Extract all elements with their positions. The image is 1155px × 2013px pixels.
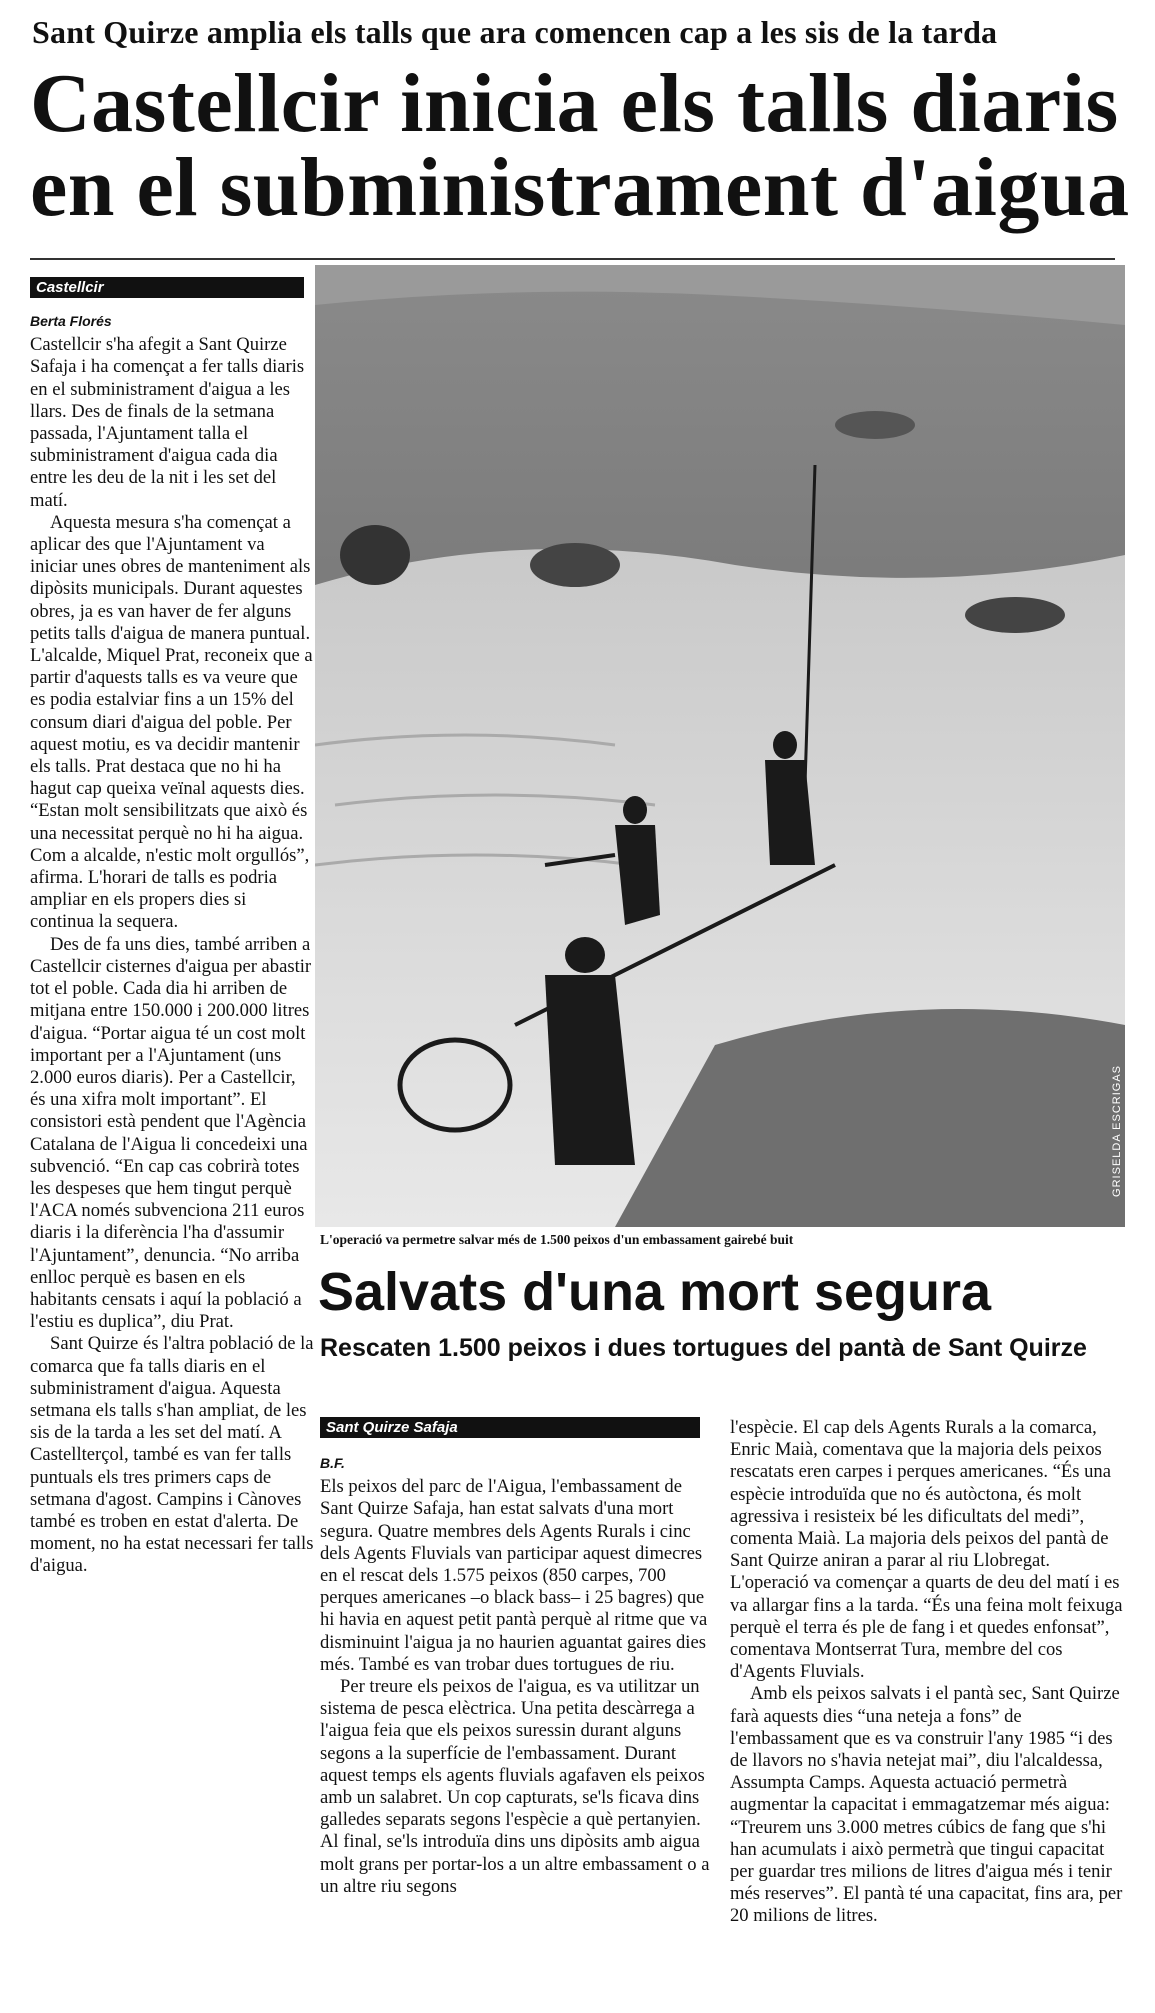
article1-body [30, 310, 314, 1578]
article1-kicker: Sant Quirze amplia els talls que ara comencen cap a les sis de la tarda [32, 14, 998, 50]
headline-rule [30, 258, 1115, 260]
article1-paragraph: Aquesta mesura s'ha començat a aplicar des que l'Ajuntament va iniciar unes obres de manteniment als dipòsits municipals. Durant aquestes obres, ja es van haver de fer alguns petits talls d'aigua de manera puntual. L'alcalde, Miquel Prat, reconeix que a partir d'aquests talls es va veure que es podia estalviar fins a un 15% del consum diari d'aigua del poble. Per aquest motiu, es va decidir mantenir els talls. Prat destaca que no hi ha hagut cap queixa veïnal aquests dies. “Estan molt sensibilitzats que això és una necessitat perquè no hi ha aigua. Com a alcalde, n'estic molt orgullós”, afirma. L'horari de talls es podria ampliar en els propers dies si continua la sequera. [30, 511, 313, 933]
article2-headline: Salvats d'una mort segura [318, 1262, 992, 1322]
article2-paragraph: Els peixos del parc de l'Aigua, l'embassament de Sant Quirze Safaja, han estat salvats d'una mort segura. Quatre membres dels Agents Rurals i cinc dels Agents Fluvials van participar aquest dimecres en el rescat dels 1.575 peixos (850 carpes, 700 perques americanes –o black bass– i 25 bagres) que hi havia en aquest petit pantà perquè al ritme que va disminuint l'aigua ja no haurien aguantat gaires dies més. També es van trobar dues tortugues de riu. [320, 1476, 708, 1675]
headline-line1: Castellcir inicia els talls diaris [30, 57, 1119, 150]
article2-byline: B.F. [320, 1455, 345, 1471]
article1-paragraph: Des de fa uns dies, també arriben a Castellcir cisternes d'aigua per abastir tot el poble. Cada dia hi arriben de mitjana entre 150.000 i 200.000 litres d'aigua. “Portar aigua té un cost molt important per a l'Ajuntament (uns 2.000 euros diaris). Per a Castellcir, és una xifra molt important”. El consistori està pendent que l'Agència Catalana de l'Aigua li concedeixi una subvenció. “En cap cas cobrirà totes les despeses que hem tingut perquè l'ACA només subvenciona 211 euros diaris i la diferència l'ha d'assumir l'Ajuntament”, denuncia. “No arriba enlloc perquè es basen en els habitants censats i aquí la població a l'estiu es duplica”, diu Prat. [30, 933, 312, 1333]
article2-paragraph: Per treure els peixos de l'aigua, es va utilitzar un sistema de pesca elèctrica. Una petita descàrrega a l'aigua feia que els peixos suressin durant alguns segons a la superfície de l'embassament. Durant aquest temps els agents fluvials agafaven els peixos amb un salabret. Un cop capturats, se'ls ficava dins galledes separats segons l'espècie a què pertanyien. Al final, se'ls introduïa dins uns dipòsits amb aigua molt grans per portar-los a un altre embassament o a un altre riu segons [320, 1676, 710, 1897]
article2-paragraph: l'espècie. El cap dels Agents Rurals a la comarca, Enric Maià, comentava que la majoria dels peixos rescatats eren carpes i perques americanes. “És una espècie introduïda que no és autòctona, és molt agressiva i resisteix bé les dificultats del medi”, comenta Maià. La majoria dels peixos del pantà de Sant Quirze aniran a parar al riu Llobregat. L'operació va començar a quarts de deu del matí i es va allargar fins a la tarda. “És una feina molt feixuga perquè el terra és ple de fang i et quedes enfonsat”, comentava Montserrat Tura, membre del cos d'Agents Fluvials. [730, 1417, 1123, 1683]
article1-section-tag [30, 277, 304, 298]
article1-headline [30, 57, 1130, 234]
article2-body-col2 [730, 1417, 1125, 1928]
section-label: Castellcir [30, 277, 304, 298]
article1-paragraph: Sant Quirze és l'altra població de la comarca que fa talls diaris en el subministrament d'aigua. Aquesta setmana els talls s'han ampliat, de les sis de la tarda a les set del matí. A Castellterçol, també es van fer talls puntuals els tres primers caps de setmana d'agost. Campins i Cànoves també es troben en estat d'alerta. De moment, no ha estat necessari fer talls d'aigua. [30, 1333, 314, 1577]
headline-line2: en el subministrament d'aigua [30, 141, 1130, 234]
news-photo [315, 265, 1125, 1227]
photo-credit: GRISELDA ESCRIGAS [1111, 1065, 1123, 1197]
article2-subhead: Rescaten 1.500 peixos i dues tortugues del pantà de Sant Quirze [320, 1334, 1087, 1362]
article2-body-col1 [320, 1452, 712, 1898]
article2-paragraph: Amb els peixos salvats i el pantà sec, Sant Quirze farà aquests dies “una neteja a fons” de l'embassament que es va construir l'any 1985 “i des de llavors no s'havia netejat mai”, diu l'alcaldessa, Assumpta Camps. Aquesta actuació permetrà augmentar la capacitat i emmagatzemar més aigua: “Treurem uns 3.000 metres cúbics de fang que s'hi han acumulats i això permetrà que tingui capacitat per guardar tres milions de litres d'aigua més i tenir més reserves”. El pantà té una capacitat, fins ara, per 20 milions de litres. [730, 1683, 1123, 1927]
section-label: Sant Quirze Safaja [320, 1417, 700, 1438]
article1-paragraph: Castellcir s'ha afegit a Sant Quirze Safaja i ha començat a fer talls diaris en el subministrament d'aigua a les llars. Des de finals de la setmana passada, l'Ajuntament talla el subministrament d'aigua cada dia entre les deu de la nit i les set del matí. [30, 334, 305, 511]
photo-caption: L'operació va permetre salvar més de 1.500 peixos d'un embassament gairebé buit [320, 1232, 794, 1247]
article2-section-tag [320, 1417, 700, 1438]
photo-illustration [315, 265, 1125, 1227]
article1-byline: Berta Florés [30, 313, 112, 329]
